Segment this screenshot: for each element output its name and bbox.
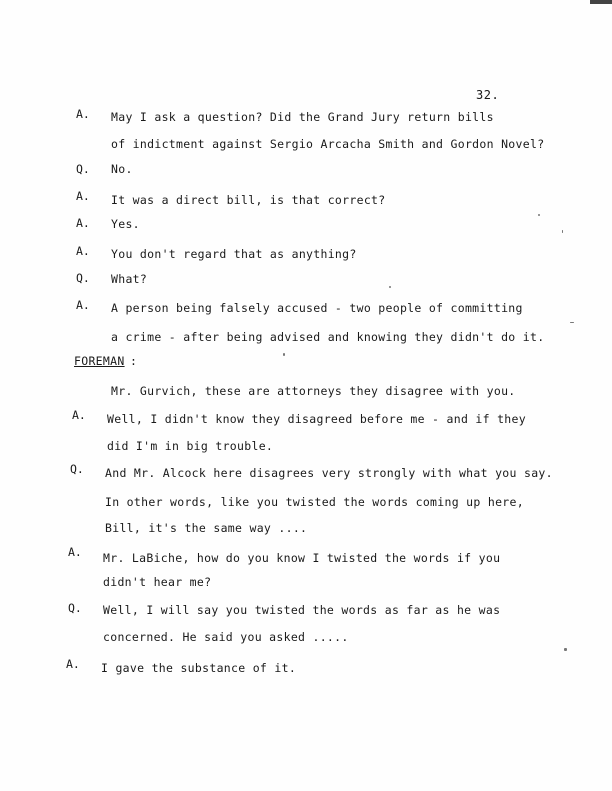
line-marker: A. [76,216,90,230]
scan-speck [283,353,285,356]
scan-speck [570,322,574,323]
line-marker: Q. [70,462,84,476]
line-text: did I'm in big trouble. [107,439,274,453]
corner-mark [590,0,612,4]
line-marker: A. [76,298,90,312]
line-text: What? [111,272,148,286]
line-marker: A. [76,244,90,258]
line-text: You don't regard that as anything? [111,247,357,261]
line-text: Mr. Gurvich, these are attorneys they disagree with you. [111,384,516,398]
line-marker: A. [76,107,90,121]
line-text: Mr. LaBiche, how do you know I twisted the words if you [103,551,501,565]
line-text: It was a direct bill, is that correct? [111,193,386,207]
scan-speck [538,214,540,216]
line-text: No. [111,162,133,176]
line-text: a crime - after being advised and knowing they didn't do it. [111,330,545,344]
line-marker: A. [66,657,80,671]
line-marker: A. [72,408,86,422]
line-text: concerned. He said you asked ..... [103,630,349,644]
scan-speck [389,286,391,288]
line-marker: A. [76,189,90,203]
speaker-suffix: : [130,354,137,368]
line-text: Well, I didn't know they disagreed before me - and if they [107,412,526,426]
line-text: May I ask a question? Did the Grand Jury return bills [111,110,494,124]
page-number: 32. [476,88,500,102]
line-marker: Q. [76,162,90,176]
line-marker: Q. [76,271,90,285]
line-marker: A. [68,545,82,559]
line-text: I gave the substance of it. [101,661,297,675]
line-text: of indictment against Sergio Arcacha Smith and Gordon Novel? [111,137,545,151]
line-text: In other words, like you twisted the words coming up here, [105,495,524,509]
line-text: didn't hear me? [103,575,212,589]
line-marker: Q. [68,601,82,615]
line-text: A person being falsely accused - two people of committing [111,301,523,315]
line-text: Yes. [111,217,140,231]
line-text: And Mr. Alcock here disagrees very strongly with what you say. [105,466,553,480]
scan-speck [562,230,563,233]
scan-speck [564,648,567,651]
speaker-label: FOREMAN [74,354,125,368]
line-text: Well, I will say you twisted the words as far as he was [103,603,501,617]
line-text: Bill, it's the same way .... [105,521,308,535]
